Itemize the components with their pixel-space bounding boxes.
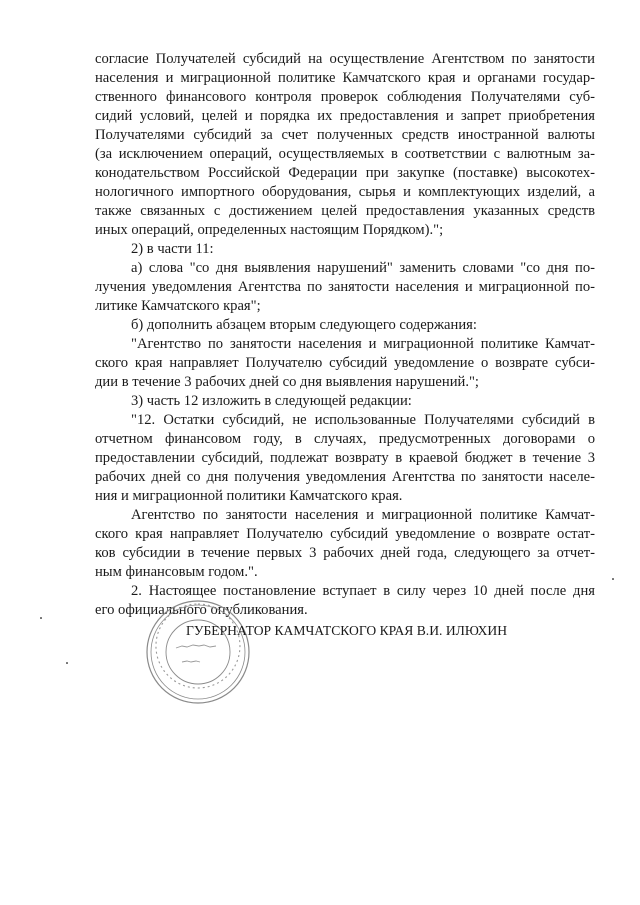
text-line: лучения уведомления Агентства по занятости населения и миграционной по- xyxy=(95,279,595,295)
text-line: (за исключением операций, осуществляемых в соответствии с валютным за- xyxy=(95,146,595,162)
text-line: отчетном финансовом году, в случаях, предусмотренных договорами о xyxy=(95,431,595,447)
text-line: а) слова "со дня выявления нарушений" заменить словами "со дня по- xyxy=(131,260,595,276)
text-line: согласие Получателей субсидий на осуществление Агентством по занятости xyxy=(95,51,595,67)
scan-speck xyxy=(612,578,614,580)
text-line: "12. Остатки субсидий, не использованные Получателями субсидий в xyxy=(131,412,595,428)
text-line: конодательством Российской Федерации при закупке (поставке) высокотех- xyxy=(95,165,595,181)
text-line: рабочих дней со дня получения уведомления Агентства по занятости населе- xyxy=(95,469,595,485)
signature-line: ГУБЕРНАТОР КАМЧАТСКОГО КРАЯ В.И. ИЛЮХИН xyxy=(186,623,508,638)
text-line: Агентство по занятости населения и миграционной политике Камчат- xyxy=(131,507,595,523)
text-line: населения и миграционной политике Камчатского края и органами государ- xyxy=(95,70,595,86)
text-line: б) дополнить абзацем вторым следующего содержания: xyxy=(131,317,477,333)
text-line: 3) часть 12 изложить в следующей редакции: xyxy=(131,393,412,409)
text-line: литике Камчатского края"; xyxy=(95,298,261,314)
official-seal-stamp xyxy=(144,598,252,706)
text-line: также связанных с достижением целей предоставления указанных средств xyxy=(95,203,595,219)
text-line: ков субсидии в течение первых 3 рабочих дней года, следующего за отчет- xyxy=(95,545,595,561)
text-line: ным финансовым годом.". xyxy=(95,564,258,580)
text-line: дии в течение 3 рабочих дней со дня выявления нарушений."; xyxy=(95,374,479,390)
text-line: 2. Настоящее постановление вступает в силу через 10 дней после дня xyxy=(131,583,595,599)
text-line: нологичного импортного оборудования, сырья и комплектующих изделий, а xyxy=(95,184,595,200)
scan-speck xyxy=(66,662,68,664)
text-line: ственного финансового контроля проверок соблюдения Получателями суб- xyxy=(95,89,595,105)
text-line: иных операций, определенных настоящим Порядком)."; xyxy=(95,222,444,238)
text-line: 2) в части 11: xyxy=(131,241,214,257)
text-line: "Агентство по занятости населения и миграционной политике Камчат- xyxy=(131,336,595,352)
text-line: ния и миграционной политики Камчатского края. xyxy=(95,488,403,504)
text-line: предоставлении субсидий, подлежат возврату в краевой бюджет в течение 3 xyxy=(95,450,595,466)
text-line: сидий условий, целей и порядка их предоставления и запрет приобретения xyxy=(95,108,595,124)
text-line: ского края направляет Получателю субсидий уведомление о возврате субси- xyxy=(95,355,595,371)
text-line: его официального опубликования. xyxy=(95,602,308,618)
scan-speck xyxy=(40,617,42,619)
text-line: ского края направляет Получателю субсидий уведомление о возврате остат- xyxy=(95,526,595,542)
text-line: Получателями субсидий за счет полученных средств иностранной валюты xyxy=(95,127,595,143)
